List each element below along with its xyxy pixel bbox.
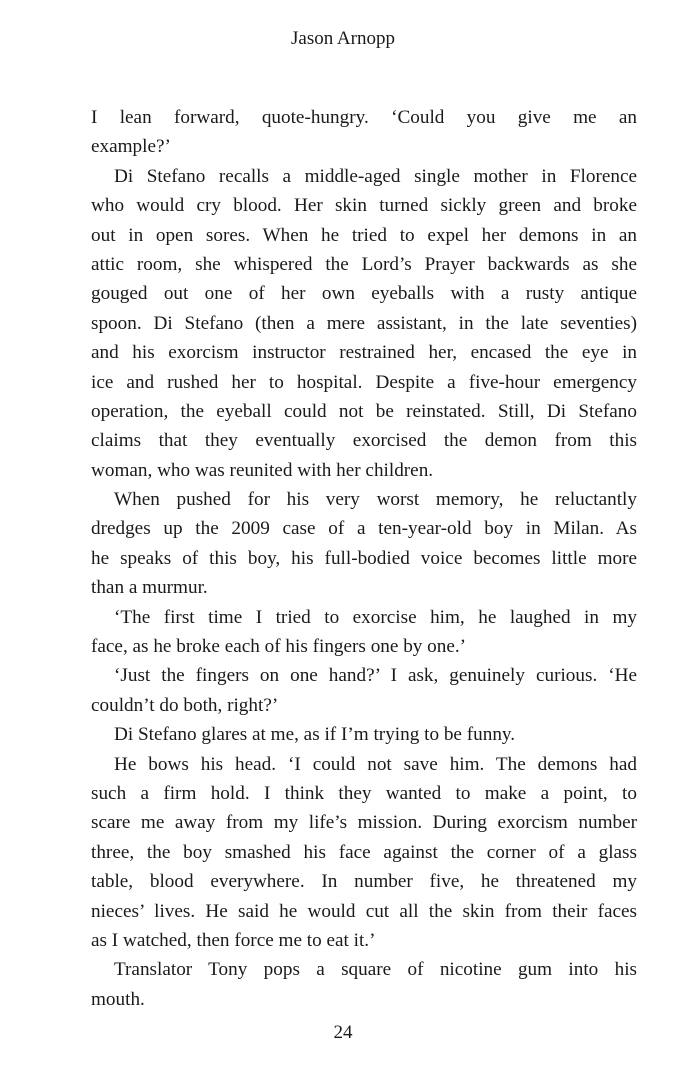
text-line: and his exorcism instructor restrained her, encased the eye in — [91, 342, 637, 364]
text-line: woman, who was reunited with her children. — [91, 459, 434, 481]
text-line: claims that they eventually exorcised the demon from this — [91, 430, 637, 452]
text-line: he speaks of this boy, his full-bodied voice becomes little more — [91, 547, 637, 569]
text-line: gouged out one of her own eyeballs with a rusty antique — [91, 283, 637, 305]
text-line: mouth. — [91, 988, 145, 1010]
text-line: three, the boy smashed his face against the corner of a glass — [91, 841, 637, 863]
text-line: table, blood everywhere. In number five, he threatened my — [91, 871, 637, 893]
text-line: ‘Just the fingers on one hand?’ I ask, genuinely curious. ‘He — [114, 665, 637, 687]
text-line: out in open sores. When he tried to expel her demons in an — [91, 224, 637, 246]
text-line: operation, the eyeball could not be reinstated. Still, Di Stefano — [91, 400, 637, 422]
text-line: I lean forward, quote-hungry. ‘Could you give me an — [91, 107, 637, 128]
text-line: who would cry blood. Her skin turned sickly green and broke — [91, 195, 637, 217]
text-line: Di Stefano recalls a middle-aged single mother in Florence — [114, 165, 637, 187]
text-line: face, as he broke each of his fingers one by one.’ — [91, 636, 467, 658]
text-line: such a firm hold. I think they wanted to make a point, to — [91, 782, 637, 804]
text-line: attic room, she whispered the Lord’s Prayer backwards as she — [91, 253, 637, 275]
text-line: ‘The first time I tried to exorcise him, he laughed in my — [114, 606, 637, 628]
text-line: Di Stefano glares at me, as if I’m trying to be funny. — [114, 724, 516, 746]
text-line: dredges up the 2009 case of a ten-year-old boy in Milan. As — [91, 518, 637, 540]
text-line: than a murmur. — [91, 577, 208, 599]
text-line: Translator Tony pops a square of nicotine gum into his — [114, 959, 637, 981]
text-line: scare me away from my life’s mission. During exorcism number — [91, 812, 637, 834]
text-line: When pushed for his very worst memory, he reluctantly — [114, 489, 637, 511]
text-line: as I watched, then force me to eat it.’ — [91, 929, 376, 951]
text-line: He bows his head. ‘I could not save him. The demons had — [114, 753, 637, 775]
text-line: ice and rushed her to hospital. Despite a five-hour emergency — [91, 371, 637, 393]
running-head: Jason Arnopp — [291, 28, 395, 49]
text-line: couldn’t do both, right?’ — [91, 694, 279, 716]
text-line: example?’ — [91, 136, 171, 158]
page-number: 24 — [333, 1022, 353, 1043]
body-text — [91, 103, 637, 1014]
text-line: spoon. Di Stefano (then a mere assistant, in the late seventies) — [91, 312, 637, 334]
text-line: nieces’ lives. He said he would cut all the skin from their faces — [91, 900, 637, 922]
